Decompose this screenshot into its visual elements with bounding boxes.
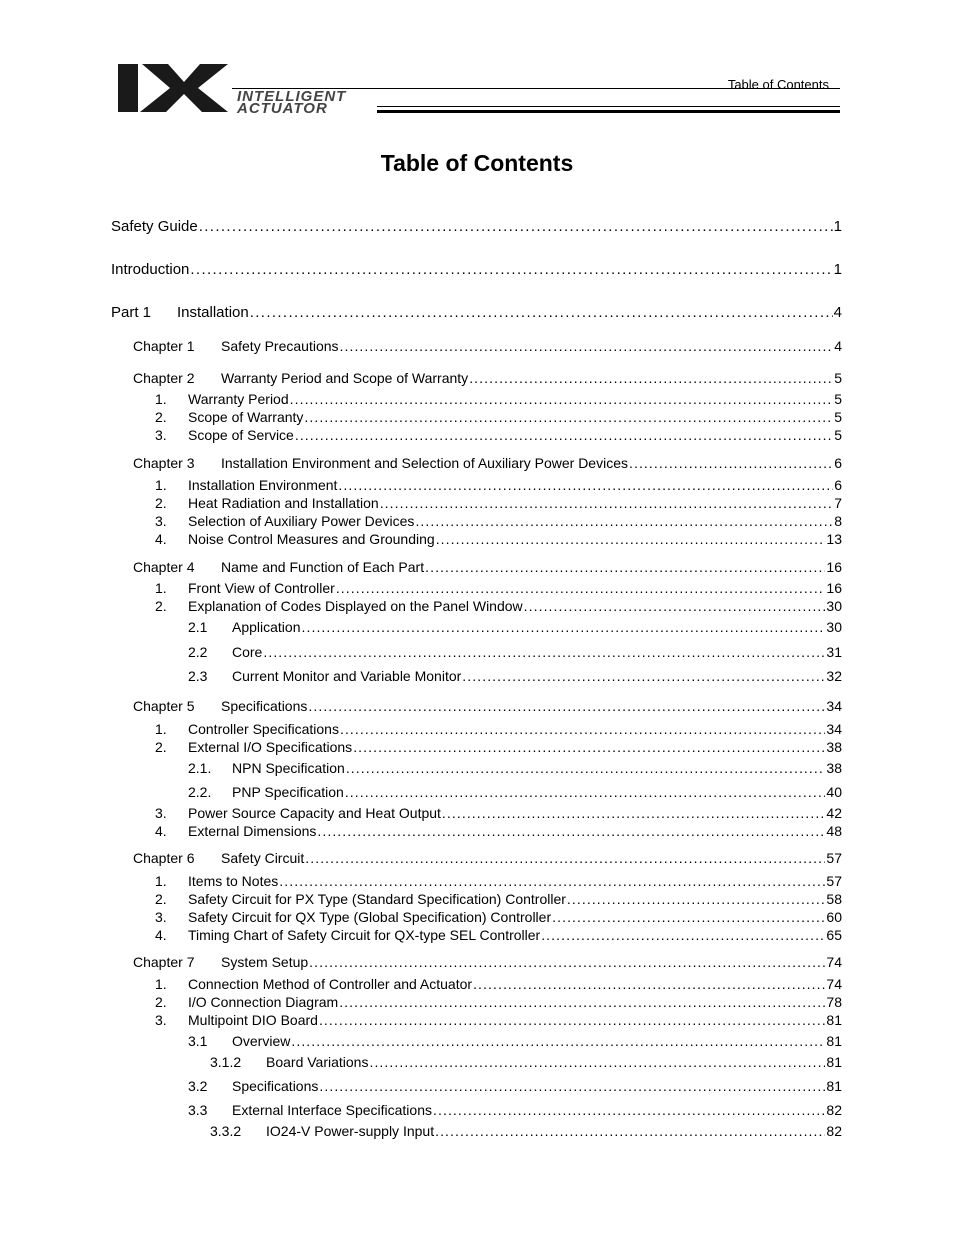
- toc-entry-title: Safety Circuit for QX Type (Global Specification) Controller: [188, 909, 552, 925]
- dot-leader: [345, 784, 826, 800]
- toc-entry-number: 1.: [155, 976, 167, 992]
- toc-entry-title: NPN Specification: [232, 760, 345, 776]
- toc-entry[interactable]: [155, 891, 842, 907]
- dot-leader: [290, 391, 834, 407]
- toc-entry[interactable]: [133, 338, 842, 354]
- toc-entry-title: External Dimensions: [188, 823, 317, 839]
- toc-entry[interactable]: [188, 668, 842, 684]
- toc-entry-number: 1.: [155, 477, 167, 493]
- toc-entry[interactable]: [133, 370, 842, 386]
- dot-leader: [319, 1078, 825, 1094]
- toc-entry-page: 5: [834, 409, 842, 425]
- dot-leader: [308, 698, 825, 714]
- dot-leader: [279, 873, 825, 889]
- toc-entry-title: Installation Environment and Selection of Auxiliary Power Devices: [221, 455, 628, 471]
- running-head: Table of Contents: [727, 77, 829, 92]
- toc-entry-page: 74: [826, 976, 842, 992]
- toc-entry-number: 3.3.2: [210, 1123, 242, 1139]
- toc-entry[interactable]: [210, 1054, 842, 1070]
- dot-leader: [263, 644, 825, 660]
- toc-entry[interactable]: [155, 495, 842, 511]
- dot-leader: [317, 823, 825, 839]
- toc-entry-title: Specifications: [221, 698, 308, 714]
- toc-entry-page: 81: [826, 1078, 842, 1094]
- toc-entry-number: 1.: [155, 873, 167, 889]
- toc-entry-number: 3.1: [188, 1033, 208, 1049]
- toc-entry-number: 3.: [155, 805, 167, 821]
- toc-entry-title: I/O Connection Diagram: [188, 994, 339, 1010]
- dot-leader: [305, 850, 825, 866]
- toc-entry[interactable]: [155, 391, 842, 407]
- toc-entry[interactable]: [188, 1033, 842, 1049]
- toc-entry-title: Name and Function of Each Part: [221, 559, 425, 575]
- toc-entry[interactable]: [133, 559, 842, 575]
- dot-leader: [304, 409, 833, 425]
- toc-entry-number: 3.: [155, 1012, 167, 1028]
- toc-entry-number: Part 1: [111, 304, 152, 321]
- toc-entry[interactable]: [188, 1078, 842, 1094]
- toc-entry-number: 1.: [155, 580, 167, 596]
- toc-entry[interactable]: [155, 909, 842, 925]
- dot-leader: [309, 954, 825, 970]
- toc-entry[interactable]: [155, 427, 842, 443]
- toc-entry[interactable]: [111, 261, 842, 278]
- toc-entry-page: 40: [826, 784, 842, 800]
- toc-entry-page: 6: [834, 455, 842, 471]
- toc-entry-page: 57: [826, 873, 842, 889]
- toc-entry-title: Items to Notes: [188, 873, 279, 889]
- toc-entry-number: 3.: [155, 427, 167, 443]
- toc-entry-number: 1.: [155, 721, 167, 737]
- dot-leader: [425, 559, 825, 575]
- toc-entry-number: Chapter 5: [133, 698, 195, 714]
- logo-word-actuator: ACTUATOR: [237, 100, 328, 117]
- toc-entry-page: 30: [826, 619, 842, 635]
- toc-entry-title: Scope of Warranty: [188, 409, 304, 425]
- toc-entry-number: 4.: [155, 531, 167, 547]
- toc-entry-page: 81: [826, 1054, 842, 1070]
- toc-entry-title: Board Variations: [266, 1054, 369, 1070]
- toc-entry-number: Chapter 3: [133, 455, 195, 471]
- toc-entry[interactable]: [155, 994, 842, 1010]
- toc-entry-title: PNP Specification: [232, 784, 344, 800]
- dot-leader: [353, 739, 825, 755]
- toc-entry-page: 1: [833, 261, 842, 278]
- dot-leader: [435, 1123, 825, 1139]
- toc-entry[interactable]: [188, 784, 842, 800]
- toc-entry[interactable]: [155, 477, 842, 493]
- dot-leader: [541, 927, 825, 943]
- toc-entry-number: 3.: [155, 513, 167, 529]
- toc-entry-number: 4.: [155, 823, 167, 839]
- toc-entry[interactable]: [133, 954, 842, 970]
- toc-entry[interactable]: [155, 805, 842, 821]
- page-title: Table of Contents: [380, 150, 574, 176]
- toc-entry-number: 2.1.: [188, 760, 212, 776]
- toc-entry-page: 4: [834, 338, 842, 354]
- toc-entry-page: 57: [826, 850, 842, 866]
- toc-entry-page: 5: [834, 391, 842, 407]
- toc-entry-page: 34: [826, 698, 842, 714]
- toc-entry-page: 4: [833, 304, 842, 321]
- toc-entry-page: 38: [826, 739, 842, 755]
- toc-entry-page: 65: [826, 927, 842, 943]
- toc-entry-number: Chapter 2: [133, 370, 195, 386]
- dot-leader: [524, 598, 826, 614]
- dot-leader: [567, 891, 826, 907]
- toc-entry-number: 2.3: [188, 668, 208, 684]
- dot-leader: [415, 513, 833, 529]
- toc-entry[interactable]: [133, 455, 842, 471]
- toc-entry-number: 2.: [155, 495, 167, 511]
- toc-entry-number: 3.3: [188, 1102, 208, 1118]
- toc-entry[interactable]: [188, 1102, 842, 1118]
- toc-entry-title: Safety Guide: [111, 218, 198, 235]
- toc-entry-title: Front View of Controller: [188, 580, 335, 596]
- dot-leader: [473, 976, 825, 992]
- toc-entry-number: 2.: [155, 409, 167, 425]
- toc-entry-title: Installation Environment: [188, 477, 338, 493]
- toc-entry-title: Noise Control Measures and Grounding: [188, 531, 435, 547]
- toc-entry-title: Safety Precautions: [221, 338, 339, 354]
- toc-entry-title: Power Source Capacity and Heat Output: [188, 805, 441, 821]
- dot-leader: [295, 427, 833, 443]
- toc-entry-page: 16: [826, 559, 842, 575]
- toc-entry-title: Warranty Period: [188, 391, 289, 407]
- toc-entry[interactable]: [155, 531, 842, 547]
- dot-leader: [469, 370, 833, 386]
- toc-entry[interactable]: [111, 218, 842, 235]
- dot-leader: [346, 760, 826, 776]
- toc-entry[interactable]: [133, 698, 842, 714]
- toc-entry-title: Current Monitor and Variable Monitor: [232, 668, 462, 684]
- dot-leader: [199, 218, 833, 235]
- dot-leader: [302, 619, 826, 635]
- toc-entry[interactable]: [155, 873, 842, 889]
- dot-leader: [552, 909, 825, 925]
- toc-entry[interactable]: [155, 823, 842, 839]
- toc-entry-page: 5: [834, 427, 842, 443]
- dot-leader: [250, 304, 833, 321]
- toc-entry-title: Timing Chart of Safety Circuit for QX-type SEL Controller: [188, 927, 541, 943]
- toc-entry-page: 13: [826, 531, 842, 547]
- toc-entry-title: System Setup: [221, 954, 309, 970]
- dot-leader: [190, 261, 832, 278]
- toc-entry-title: External I/O Specifications: [188, 739, 353, 755]
- dot-leader: [319, 1012, 825, 1028]
- toc-entry[interactable]: [188, 644, 842, 660]
- toc-entry-number: 1.: [155, 391, 167, 407]
- toc-entry-page: 32: [826, 668, 842, 684]
- toc-entry-number: Chapter 4: [133, 559, 195, 575]
- toc-entry-number: 2.2.: [188, 784, 212, 800]
- toc-entry-title: Controller Specifications: [188, 721, 339, 737]
- header-rule-thick: [377, 110, 840, 113]
- toc-entry-title: Connection Method of Controller and Actuator: [188, 976, 473, 992]
- toc-entry-page: 81: [826, 1033, 842, 1049]
- dot-leader: [369, 1054, 825, 1070]
- toc-entry[interactable]: [155, 598, 842, 614]
- dot-leader: [338, 477, 833, 493]
- toc-entry-page: 5: [834, 370, 842, 386]
- toc-entry-page: 82: [826, 1123, 842, 1139]
- toc-entry-number: 4.: [155, 927, 167, 943]
- toc-entry-page: 42: [826, 805, 842, 821]
- toc-entry-page: 16: [826, 580, 842, 596]
- toc-entry-page: 60: [826, 909, 842, 925]
- dot-leader: [442, 805, 826, 821]
- toc-entry-title: Overview: [232, 1033, 291, 1049]
- dot-leader: [433, 1102, 825, 1118]
- toc-entry[interactable]: [188, 760, 842, 776]
- toc-entry-page: 7: [834, 495, 842, 511]
- toc-entry-number: 2.1: [188, 619, 208, 635]
- toc-entry[interactable]: [155, 721, 842, 737]
- logo-word-intelligent: INTELLIGENT: [237, 88, 347, 105]
- toc-entry[interactable]: [155, 739, 842, 755]
- toc-entry-number: Chapter 6: [133, 850, 195, 866]
- toc-entry-title: Core: [232, 644, 263, 660]
- dot-leader: [629, 455, 833, 471]
- toc-entry[interactable]: [133, 850, 842, 866]
- toc-entry[interactable]: [155, 580, 842, 596]
- toc-entry-page: 74: [826, 954, 842, 970]
- dot-leader: [462, 668, 825, 684]
- toc-entry[interactable]: [155, 1012, 842, 1028]
- toc-entry[interactable]: [210, 1123, 842, 1139]
- toc-entry-number: 3.: [155, 909, 167, 925]
- toc-entry-title: Scope of Service: [188, 427, 294, 443]
- dot-leader: [336, 580, 826, 596]
- toc-entry-title: Introduction: [111, 261, 190, 278]
- toc-entry-page: 31: [826, 644, 842, 660]
- toc-entry-title: Safety Circuit for PX Type (Standard Specification) Controller: [188, 891, 566, 907]
- toc-entry-number: 2.: [155, 994, 167, 1010]
- header-rule-thin: [377, 106, 840, 107]
- toc-entry-page: 38: [826, 760, 842, 776]
- toc-entry-page: 78: [826, 994, 842, 1010]
- dot-leader: [340, 338, 834, 354]
- toc-entry-page: 81: [826, 1012, 842, 1028]
- toc-entry-title: Selection of Auxiliary Power Devices: [188, 513, 415, 529]
- toc-entry-number: 3.1.2: [210, 1054, 242, 1070]
- toc-entry-page: 82: [826, 1102, 842, 1118]
- intelligent-actuator-logo: [118, 64, 230, 112]
- toc-entry-page: 58: [826, 891, 842, 907]
- toc-entry-title: Warranty Period and Scope of Warranty: [221, 370, 469, 386]
- toc-entry[interactable]: [155, 927, 842, 943]
- dot-leader: [436, 531, 826, 547]
- toc-entry[interactable]: [111, 304, 842, 321]
- dot-leader: [291, 1033, 825, 1049]
- toc-entry-title: IO24-V Power-supply Input: [266, 1123, 435, 1139]
- toc-entry[interactable]: [155, 409, 842, 425]
- toc-entry-number: 2.2: [188, 644, 208, 660]
- dot-leader: [339, 994, 825, 1010]
- toc-entry-title: Explanation of Codes Displayed on the Panel Window: [188, 598, 523, 614]
- dot-leader: [340, 721, 825, 737]
- dot-leader: [380, 495, 834, 511]
- toc-entry[interactable]: [188, 619, 842, 635]
- toc-entry-title: Heat Radiation and Installation: [188, 495, 379, 511]
- toc-entry-number: 2.: [155, 891, 167, 907]
- toc-entry-page: 6: [834, 477, 842, 493]
- toc-entry-page: 34: [826, 721, 842, 737]
- toc-entry-title: Multipoint DIO Board: [188, 1012, 318, 1028]
- toc-entry-title: Specifications: [232, 1078, 319, 1094]
- toc-entry-page: 48: [826, 823, 842, 839]
- toc-entry-number: Chapter 1: [133, 338, 195, 354]
- toc-entry-page: 1: [833, 218, 842, 235]
- toc-entry-title: Installation: [177, 304, 249, 321]
- toc-entry-title: Safety Circuit: [221, 850, 305, 866]
- toc-entry[interactable]: [155, 513, 842, 529]
- toc-entry-number: 2.: [155, 598, 167, 614]
- toc-entry-number: Chapter 7: [133, 954, 195, 970]
- toc-entry-number: 2.: [155, 739, 167, 755]
- toc-entry-number: 3.2: [188, 1078, 208, 1094]
- toc-entry-page: 30: [826, 598, 842, 614]
- toc-entry-page: 8: [834, 513, 842, 529]
- toc-entry-title: External Interface Specifications: [232, 1102, 432, 1118]
- toc-entry[interactable]: [155, 976, 842, 992]
- toc-entry-title: Application: [232, 619, 301, 635]
